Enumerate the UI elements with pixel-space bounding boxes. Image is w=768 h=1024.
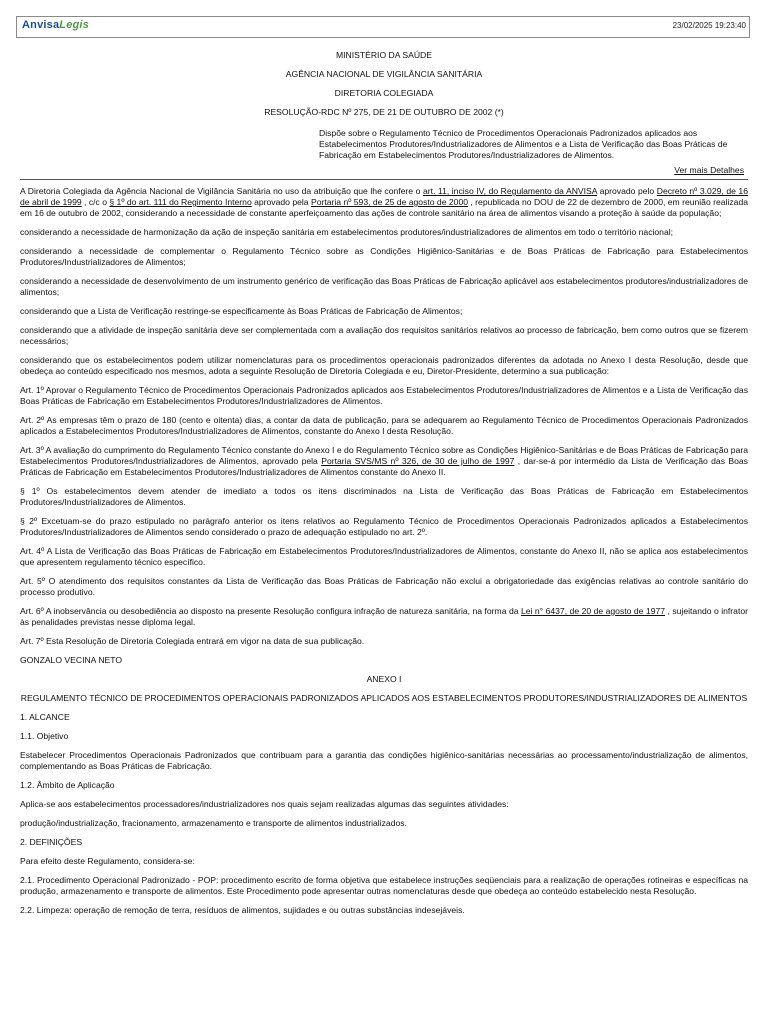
section-2-2-text: 2.2. Limpeza: operação de remoção de terra, resíduos de alimentos, sujidades e ou outras substâncias indesejáveis. bbox=[20, 905, 465, 915]
link-regimento-interno[interactable]: § 1º do art. 111 do Regimento Interno bbox=[109, 197, 252, 207]
article-6-text-1: Art. 6º A inobservância ou desobediência ao disposto na presente Resolução configura infração de natureza sanitária, na forma da bbox=[20, 606, 521, 616]
section-1-1-text: Estabelecer Procedimentos Operacionais Padronizados que contribuam para a garantia das condições higiênico-sanitárias necessárias ao processamento/industrialização de alimentos, complementando as Boas Práticas de Fabricação. bbox=[20, 750, 748, 771]
section-1-2-heading: 1.2. Âmbito de Aplicação bbox=[20, 780, 115, 790]
article-1: Art. 1º Aprovar o Regulamento Técnico de Procedimentos Operacionais Padronizados aplicados aos Estabelecimentos Produtores/Industrializadores de Alimentos e a Lista de Verificação das Boas Práticas de Fabricação em Estabelecimentos Produtores/Industrializadores de Alimentos. bbox=[20, 385, 748, 406]
section-1-2-text-1: Aplica-se aos estabelecimentos processadores/industrializadores nos quais sejam realizadas algumas das seguintes atividades: bbox=[20, 799, 509, 809]
link-portaria-326[interactable]: Portaria SVS/MS nº 326, de 30 de julho de 1997 bbox=[321, 456, 515, 466]
considerando-6: considerando que os estabelecimentos podem utilizar nomenclaturas para os procedimentos operacionais padronizados diferentes da adotada no Anexo I desta Resolução, desde que obedeça ao conteúdo especificado nos mesmos, adota a seguinte Resolução de Diretoria Colegiada e eu, Diretor-Presidente, determino a sua publicação: bbox=[20, 355, 748, 376]
document-body bbox=[20, 50, 748, 924]
divider bbox=[20, 179, 748, 180]
article-3 bbox=[20, 445, 748, 478]
signature: GONZALO VECINA NETO bbox=[20, 655, 123, 665]
article-3-text-2: , dar-se-á por intermédio da Lista de Verificação das Boas Práticas de Fabricação em Estabelecimentos Produtores/Industrializadores de Alimentos constante do Anexo II. bbox=[20, 456, 748, 477]
section-2-1-text: 2.1. Procedimento Operacional Padronizado - POP: procedimento escrito de forma objetiva que estabelece instruções seqüenciais para a realização de operações rotineiras e específicas na produção, armazenamento e transporte de alimentos. Este Procedimento pode apresentar outras nomenclaturas desde que obedeça ao conteúdo estabelecido nesta Resolução. bbox=[20, 875, 748, 896]
logo-part-anvisa: Anvisa bbox=[22, 19, 60, 31]
top-bar bbox=[0, 0, 768, 42]
intro-text-4: aprovado pela bbox=[251, 197, 311, 207]
timestamp: 23/02/2025 19:23:40 bbox=[672, 21, 746, 30]
article-7: Art. 7º Esta Resolução de Diretoria Colegiada entrará em vigor na data de sua publicação. bbox=[20, 636, 365, 646]
paragraph-2: § 2º Excetuam-se do prazo estipulado no parágrafo anterior os itens relativos ao Regulamento Técnico de Procedimentos Operacionais Padronizados aplicados a Estabelecimentos Produtores/Industrializadores de Alimentos sendo considerado o prazo de adequação estipulado no art. 2º. bbox=[20, 516, 748, 537]
org-ministry: MINISTÉRIO DA SAÚDE bbox=[336, 50, 432, 60]
intro-text-5: , republicada no DOU de 22 de dezembro de 2000, em reunião realizada em 16 de outubro de 2002, considerando a necessidade de constante aperfeiçoamento das ações de controle sanitário na área de alimentos visando a proteção à saúde da população; bbox=[20, 197, 749, 218]
section-2-text: Para efeito deste Regulamento, considera-se: bbox=[20, 856, 195, 866]
link-portaria-593[interactable]: Portaria nº 593, de 25 de agosto de 2000 bbox=[310, 197, 469, 207]
see-more-details bbox=[20, 165, 744, 176]
article-2: Art. 2º As empresas têm o prazo de 180 (cento e oitenta) dias, a contar da data de publicação, para se adequarem ao Regulamento Técnico de Procedimentos Operacionais Padronizados aplicados a Estabelecimentos Produtores/Industrializadores de Alimentos, constante do Anexo I desta Resolução. bbox=[20, 415, 748, 436]
logo-part-legis: Legis bbox=[59, 19, 90, 31]
link-lei-6437[interactable]: Lei n° 6437, de 20 de agosto de 1977 bbox=[520, 606, 666, 616]
intro-paragraph bbox=[20, 186, 748, 219]
intro-text-3: , c/c o bbox=[81, 197, 110, 207]
considerando-4: considerando que a Lista de Verificação restringe-se especificamente às Boas Práticas de Fabricação de Alimentos; bbox=[20, 306, 463, 316]
annex-heading: ANEXO I bbox=[366, 674, 402, 684]
paragraph-1: § 1º Os estabelecimentos devem atender de imediato a todos os itens discriminados na Lista de Verificação das Boas Práticas de Fabricação em Estabelecimentos Produtores/Industrializadores de Alimentos. bbox=[20, 486, 748, 507]
article-5: Art. 5º O atendimento dos requisitos constantes da Lista de Verificação das Boas Práticas de Fabricação não exclui a obrigatoriedade das exigências relativas ao controle sanitário do processo produtivo. bbox=[20, 576, 748, 597]
annex-title: REGULAMENTO TÉCNICO DE PROCEDIMENTOS OPERACIONAIS PADRONIZADOS APLICADOS AOS ESTABELECIMENTOS PRODUTORES/INDUSTRIALIZADORES DE ALIMENTOS bbox=[20, 693, 748, 703]
intro-text-2: aprovado pelo bbox=[597, 186, 657, 196]
considerando-3: considerando a necessidade de desenvolvimento de um instrumento genérico de verificação das Boas Práticas de Fabricação aplicável aos estabelecimentos produtores/industrializadores de alimentos; bbox=[20, 276, 748, 297]
link-decreto-3029[interactable]: Decreto nº 3.029, de 16 de abril de 1999 bbox=[20, 186, 748, 207]
considerando-5: considerando que a atividade de inspeção sanitária deve ser complementada com a avaliação dos requisitos sanitários relativos ao processo de fabricação, bem como outros que se fizerem necessários; bbox=[20, 325, 748, 346]
anvisalegis-logo[interactable] bbox=[22, 19, 89, 31]
section-1-heading: 1. ALCANCE bbox=[20, 712, 70, 722]
section-2-heading: 2. DEFINIÇÕES bbox=[20, 837, 83, 847]
intro-text-1: A Diretoria Colegiada da Agência Nacional de Vigilância Sanitária no uso da atribuição que lhe confere o bbox=[20, 186, 423, 196]
considerando-1: considerando a necessidade de harmonização da ação de inspeção sanitária em estabelecimentos produtores/industrializadores de alimentos em todo o território nacional; bbox=[20, 227, 674, 237]
resolution-title: RESOLUÇÃO-RDC Nº 275, DE 21 DE OUTUBRO DE 2002 (*) bbox=[264, 107, 504, 117]
ementa: Dispõe sobre o Regulamento Técnico de Procedimentos Operacionais Padronizados aplicados aos Estabelecimentos Produtores/Industrializadores de Alimentos e a Lista de Verificação das Boas Práticas de Fabricação em Estabelecimentos Produtores/Industrializadores de Alimentos. bbox=[319, 128, 728, 160]
header-frame bbox=[16, 16, 750, 38]
considerando-2: considerando a necessidade de complementar o Regulamento Técnico sobre as Condições Higiênico-Sanitárias e de Boas Práticas de Fabricação para Estabelecimentos Produtores/Industrializadores de Alimentos; bbox=[20, 246, 748, 267]
section-1-2-text-2: produção/industrialização, fracionamento, armazenamento e transporte de alimentos industrializados. bbox=[20, 818, 407, 828]
section-1-1-heading: 1.1. Objetivo bbox=[20, 731, 69, 741]
see-more-details-link[interactable]: Ver mais Detalhes bbox=[674, 165, 744, 175]
article-4: Art. 4º A Lista de Verificação das Boas Práticas de Fabricação em Estabelecimentos Produtores/Industrializadores de Alimentos, constante do Anexo II, não se aplica aos estabelecimentos que apresentem regulamento técnico específico. bbox=[20, 546, 748, 567]
article-3-text-1: Art. 3º A avaliação do cumprimento do Regulamento Técnico constante do Anexo I e do Regulamento Técnico sobre as Condições Higiênico-Sanitárias e de Boas Práticas de Fabricação para Estabelecimentos Produtores/Industrializadores de Alimentos, aprovado pela bbox=[20, 445, 748, 466]
link-regulamento-anvisa[interactable]: art. 11, inciso IV, do Regulamento da ANVISA bbox=[422, 186, 598, 196]
article-6 bbox=[20, 606, 748, 628]
article-6-text-2: , sujeitando o infrator às penalidades previstas nesse diploma legal. bbox=[20, 606, 748, 627]
org-agency: AGÊNCIA NACIONAL DE VIGILÂNCIA SANITÁRIA bbox=[285, 69, 483, 79]
org-board: DIRETORIA COLEGIADA bbox=[334, 88, 434, 98]
